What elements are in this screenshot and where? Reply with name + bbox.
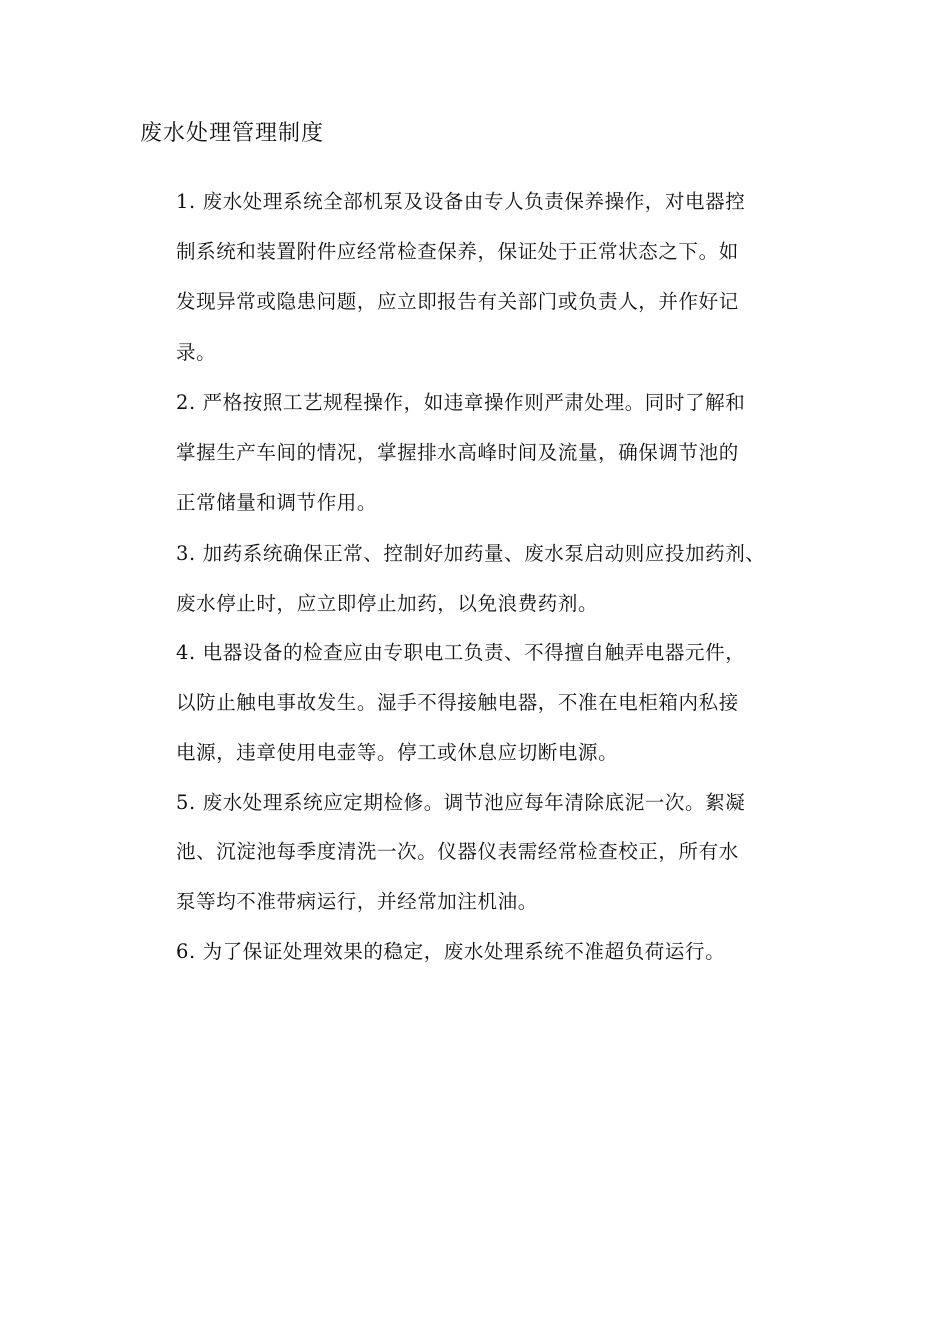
text-line: 2. 严格按照工艺规程操作，如违章操作则严肃处理。同时了解和	[176, 391, 746, 414]
text-line: 录。	[176, 341, 217, 364]
text-line: 电源，违章使用电壶等。停工或休息应切断电源。	[176, 741, 619, 764]
text-line: 掌握生产车间的情况，掌握排水高峰时间及流量，确保调节池的	[176, 441, 739, 464]
text-line: 正常储量和调节作用。	[176, 491, 378, 514]
text-line: 4. 电器设备的检查应由专职电工负责、不得擅自触弄电器元件，	[176, 641, 746, 664]
text-line: 1. 废水处理系统全部机泵及设备由专人负责保养操作，对电器控	[176, 190, 746, 213]
text-line: 以防止触电事故发生。湿手不得接触电器，不准在电柜箱内私接	[176, 691, 739, 714]
text-line: 废水停止时，应立即停止加药，以免浪费药剂。	[176, 592, 599, 615]
text-line: 5. 废水处理系统应定期检修。调节池应每年清除底泥一次。絮凝	[176, 791, 746, 814]
text-line: 3. 加药系统确保正常、控制好加药量、废水泵启动则应投加药剂、	[176, 542, 766, 565]
document-title: 废水处理管理制度	[140, 121, 325, 146]
text-line: 池、沉淀池每季度清洗一次。仪器仪表需经常检查校正，所有水	[176, 840, 739, 863]
text-line: 6. 为了保证处理效果的稳定，废水处理系统不准超负荷运行。	[176, 940, 726, 963]
text-line: 发现异常或隐患问题，应立即报告有关部门或负责人，并作好记	[176, 290, 739, 313]
text-line: 泵等均不准带病运行，并经常加注机油。	[176, 890, 538, 913]
text-line: 制系统和装置附件应经常检查保养，保证处于正常状态之下。如	[176, 240, 739, 263]
